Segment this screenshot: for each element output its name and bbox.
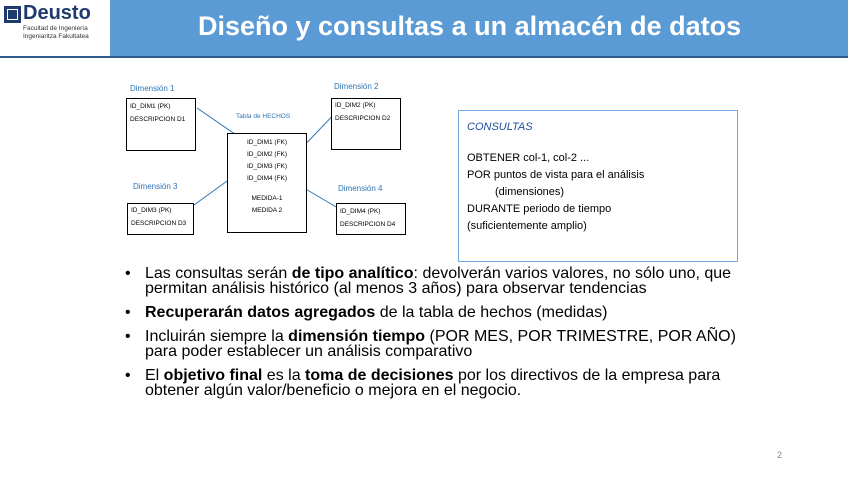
consultas-line: POR puntos de vista para el análisis [467, 169, 645, 181]
fact-key: ID_DIM1 (FK) [246, 139, 288, 146]
bullet-text: : devolverán varios valores, no sólo uno, que permitan análisis histórico (al menos 3 años) para observar tendencias [145, 265, 732, 297]
dimension-3-label: Dimensión 3 [133, 182, 178, 191]
dimension-4-pk: ID_DIM4 (PK) [340, 208, 381, 215]
bullet-bold: Recuperarán datos agregados [145, 304, 376, 321]
consultas-line: (dimensiones) [495, 186, 565, 198]
page-number: 2 [777, 450, 783, 460]
consultas-title: CONSULTAS [467, 121, 533, 133]
consultas-line: DURANTE periodo de tiempo [467, 203, 612, 215]
deusto-logo [0, 0, 110, 56]
title-bar [0, 0, 848, 58]
logo-subtitle [23, 25, 109, 41]
bullet-bold: de tipo analítico [291, 265, 414, 282]
dimension-1-table [126, 98, 196, 151]
fact-measure: MEDIDA 2 [251, 207, 283, 214]
bullet-item: • Recuperarán datos agregados de la tabla de hechos (medidas) [125, 304, 608, 321]
bullet-bold: toma de decisiones [305, 367, 454, 384]
consultas-box [458, 110, 738, 262]
fact-table-title: Tabla de HECHOS [236, 113, 291, 120]
dimension-1-desc: DESCRIPCION D1 [130, 116, 186, 123]
bullet-text: por los directivos de la empresa para obtener algún valor/beneficio o mejora en el negocio. [145, 367, 721, 399]
dimension-1-pk: ID_DIM1 (PK) [130, 103, 171, 110]
logo-subtitle-line-1: Facultad de Ingeniería [23, 25, 88, 32]
dimension-4-table [336, 203, 406, 235]
logo-subtitle-line-2: Ingeniaritza Fakultatea [23, 33, 89, 40]
dimension-3-table [127, 203, 194, 235]
dimension-4-desc: DESCRIPCION D4 [340, 221, 396, 228]
dimension-3-desc: DESCRIPCION D3 [131, 220, 187, 227]
consultas-line: (suficientemente amplio) [467, 220, 587, 232]
fact-table [227, 133, 307, 233]
bullet-text: es la [262, 367, 306, 384]
bullet-bold: dimensión tiempo [288, 328, 426, 345]
dimension-2-desc: DESCRIPCION D2 [335, 115, 391, 122]
bullet-item: • Incluirán siempre la dimensión tiempo (POR MES, POR TRIMESTRE, POR AÑO) para poder establecer un análisis comparativo [125, 328, 736, 360]
bullet-bold: objetivo final [163, 367, 263, 384]
fact-key: ID_DIM3 (FK) [246, 163, 288, 170]
dimension-2-table [331, 98, 401, 150]
consultas-line: OBTENER col-1, col-2 ... [467, 152, 590, 164]
dimension-3-pk: ID_DIM3 (PK) [131, 207, 172, 214]
dimension-2-label: Dimensión 2 [334, 82, 379, 91]
university-crest-icon [4, 6, 21, 23]
bullet-item: • El objetivo final es la toma de decisiones por los directivos de la empresa para obtener algún valor/beneficio o mejora en el negocio. [125, 367, 721, 399]
logo-name: Deusto [23, 2, 91, 24]
bullet-text: de la tabla de hechos (medidas) [375, 304, 608, 321]
dimension-2-pk: ID_DIM2 (PK) [335, 102, 376, 109]
slide-title: Diseño y consultas a un almacén de datos [198, 11, 742, 41]
bullet-text: Las consultas serán [145, 265, 292, 282]
star-schema-diagram [120, 78, 440, 258]
fact-key: ID_DIM2 (FK) [246, 151, 288, 158]
bullet-item: • Las consultas serán de tipo analítico: devolverán varios valores, no sólo uno, que permitan análisis histórico (al menos 3 años) para observar tendencias [125, 265, 732, 297]
dimension-4-label: Dimensión 4 [338, 184, 383, 193]
bullet-text: Incluirán siempre la [145, 328, 289, 345]
bullet-text: El [145, 367, 164, 384]
fact-key: ID_DIM4 (FK) [246, 175, 288, 182]
bullet-list [120, 266, 740, 407]
fact-measure: MEDIDA-1 [251, 195, 283, 202]
dimension-1-label: Dimensión 1 [130, 84, 175, 93]
bullet-text: (POR MES, POR TRIMESTRE, POR AÑO) para poder establecer un análisis comparativo [145, 328, 736, 360]
